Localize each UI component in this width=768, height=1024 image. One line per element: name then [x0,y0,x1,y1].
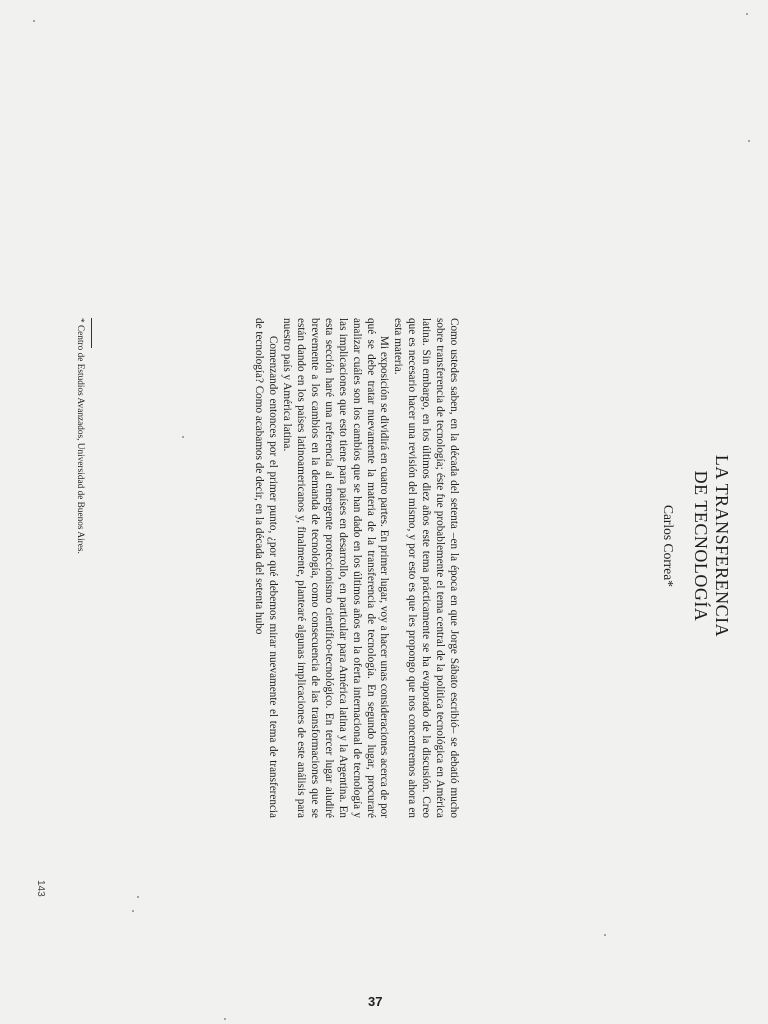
article-body [251,318,460,818]
paragraph-2: Mi exposición se dividirá en cuatro partes. En primer lugar, voy a hacer unas consideraciones acerca de por qué se debe tratar nuevamente la materia de la transferencia de tecnología. En segundo lugar, procuraré analizar cuáles son los cambios que se han dado en los últimos años en la oferta internacional de tecnología y las implicaciones que esto tiene para países en desarrollo, en particular para América latina y la Argentina. En esta sección haré una referencia al emergente proteccionismo científico-tecnológico. En tercer lugar aludiré brevemente a los cambios en la demanda de tecnología, como consecuencia de las transformaciones que se están dando en los países latinoamericanos y, finalmente, plantearé algunas implicaciones de este análisis para nuestro país y América latina. [281,318,391,818]
footnote: * Centro de Estudios Avanzados, Universidad de Buenos Aires. [75,318,85,554]
scan-speck [137,896,139,898]
paragraph-1: Como ustedes saben, en la década del setenta –en la época en que Jorge Sábato escribió– se debatió mucho sobre transferencia de tecnología; éste fue probablemente el tema central de la política tecnológica en América latina. Sin embargo, en los últimos diez años este tema prácticamente se ha evaporado de la discusión. Creo que es necesario hacer una revisión del mismo, y por esto es que les propongo que nos concentremos ahora en esta materia. [392,318,460,818]
title-line-2: DE TECNOLOGÍA [691,470,711,622]
author-name: Carlos Correa* [661,504,676,588]
scan-speck [748,140,750,142]
article-title [690,336,732,756]
scan-speck [132,910,134,912]
paragraph-3: Comenzando entonces por el primer punto, ¿por qué debemos mirar nuevamente el tema de transferencia de tecnología? Como acabamos de decir, en la década del setenta hubo [253,318,280,818]
scan-speck [182,436,184,438]
title-line-1: LA TRANSFERENCIA [712,454,732,638]
page-number: 143 [35,880,46,897]
scan-speck [746,13,748,15]
footnote-rule [91,318,92,348]
scan-speck [33,20,35,22]
scan-speck [604,934,606,936]
scan-speck [224,1018,226,1020]
sheet-number: 37 [368,994,383,1009]
